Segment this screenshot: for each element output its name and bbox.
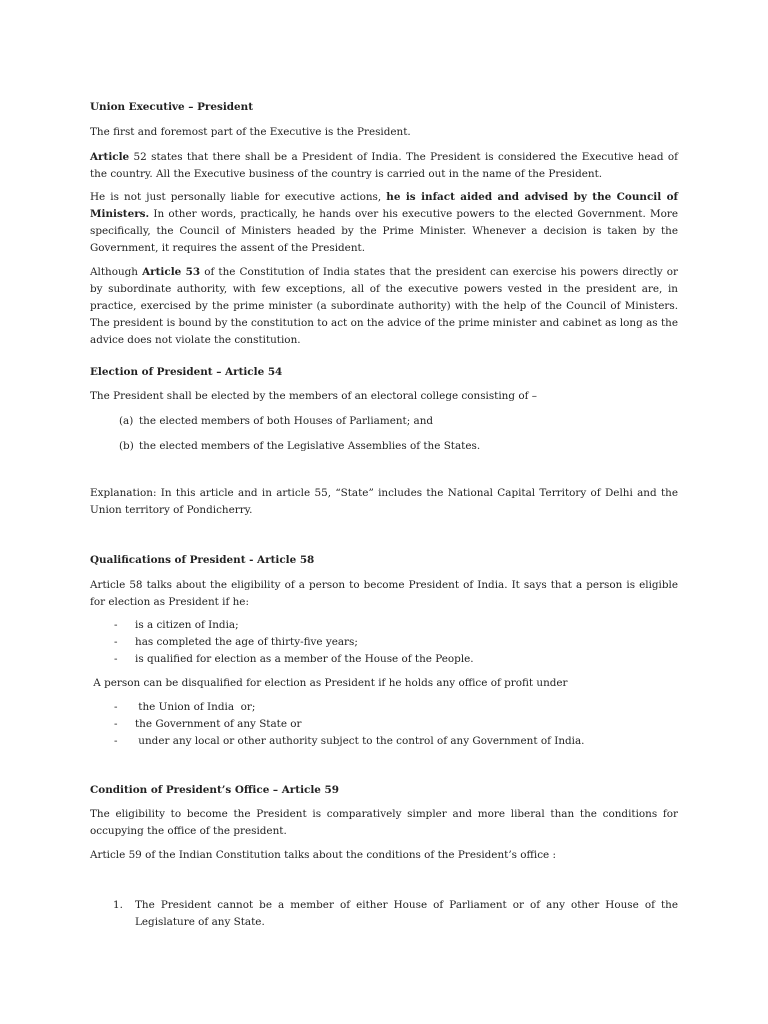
- list-item-text: the elected members of both Houses of Parliament; and: [139, 415, 434, 427]
- paragraph-executive-intro: The first and foremost part of the Executive is the President.: [90, 126, 411, 138]
- text-article-52: 52 states that there shall be a President of India. The President is considered the Executive head of the country. All the Executive business of the country is carried out in the name of the President.: [90, 151, 678, 180]
- list-dash: -: [114, 735, 118, 747]
- text-article-53: of the Constitution of India states that the president can exercise his powers directly or by subordinate authority, with few exceptions, all of the executive powers vested in the president are, in practice, exercised by the prime minister (a subordinate authority) with the help of the Council of Ministers. The president is bound by the constitution to act on the advice of the prime minister and cabinet as long as the advice does not violate the constitution.: [90, 266, 678, 346]
- list-marker: (a): [119, 415, 134, 427]
- list-item-text: the Union of India or;: [135, 701, 256, 713]
- paragraph-explanation: Explanation: In this article and in article 55, “State” includes the National Capital Territory of Delhi and the Union territory of Pondicherry.: [90, 487, 678, 516]
- bold-article-53: Article 53: [142, 266, 201, 278]
- list-number: 1.: [113, 899, 123, 911]
- list-item: [90, 716, 678, 733]
- list-item: [90, 897, 678, 931]
- list-item-text: The President cannot be a member of either House of Parliament or of any other House of the Legislature of any State.: [135, 899, 678, 928]
- list-item: [90, 733, 678, 750]
- list-eligibility: [90, 617, 678, 668]
- bold-aided-advised: he is infact aided and advised by the Council of Ministers.: [90, 191, 678, 220]
- list-disqualification: [90, 699, 678, 750]
- text-although: Although: [90, 266, 143, 278]
- list-item: [90, 651, 678, 668]
- list-dash: -: [114, 619, 118, 631]
- list-item-text: is a citizen of India;: [135, 619, 239, 631]
- list-dash: -: [114, 701, 118, 713]
- list-item: [90, 699, 678, 716]
- list-dash: -: [114, 653, 118, 665]
- text-practically: In other words, practically, he hands over his executive powers to the elected Government. More specifically, the Council of Ministers headed by the Prime Minister. Whenever a decision is taken by the Government, it requires the assent of the President.: [90, 208, 678, 254]
- list-item-text: has completed the age of thirty-five years;: [135, 636, 358, 648]
- list-dash: -: [114, 636, 118, 648]
- paragraph-council-of-ministers: [90, 189, 678, 257]
- paragraph-eligibility: Article 58 talks about the eligibility of a person to become President of India. It says that a person is eligible for election as President if he:: [90, 579, 678, 608]
- list-item-text: under any local or other authority subject to the control of any Government of India.: [135, 735, 585, 747]
- paragraph-article-53: [90, 264, 678, 349]
- section-heading-qualifications: Qualifications of President - Article 58: [90, 554, 315, 566]
- paragraph-eligibility-conditions: The eligibility to become the President is comparatively simpler and more liberal than the conditions for occupying the office of the president.: [90, 808, 678, 837]
- list-electoral-college: [90, 413, 678, 455]
- paragraph-article-59: Article 59 of the Indian Constitution talks about the conditions of the President’s office :: [90, 849, 556, 861]
- text-liability: He is not just personally liable for executive actions,: [90, 191, 387, 203]
- section-heading-election: Election of President – Article 54: [90, 366, 283, 378]
- list-marker: (b): [119, 440, 134, 452]
- section-heading-condition: Condition of President’s Office – Article 59: [90, 784, 339, 796]
- bold-article: Article: [90, 151, 130, 163]
- paragraph-electoral-college: The President shall be elected by the members of an electoral college consisting of –: [90, 390, 537, 402]
- list-item-text: is qualified for election as a member of the House of the People.: [135, 653, 474, 665]
- section-heading-union-executive: Union Executive – President: [90, 101, 254, 113]
- list-item-text: the elected members of the Legislative Assemblies of the States.: [139, 440, 481, 452]
- paragraph-disqualification: A person can be disqualified for election as President if he holds any office of profit under: [90, 677, 568, 689]
- list-dash: -: [114, 718, 118, 730]
- list-item-text: the Government of any State or: [135, 718, 302, 730]
- list-item: [90, 438, 678, 455]
- list-item: [90, 634, 678, 651]
- paragraph-article-52: [90, 149, 678, 183]
- list-item: [90, 413, 678, 430]
- list-item: [90, 617, 678, 634]
- list-article-59-conditions: [90, 897, 678, 931]
